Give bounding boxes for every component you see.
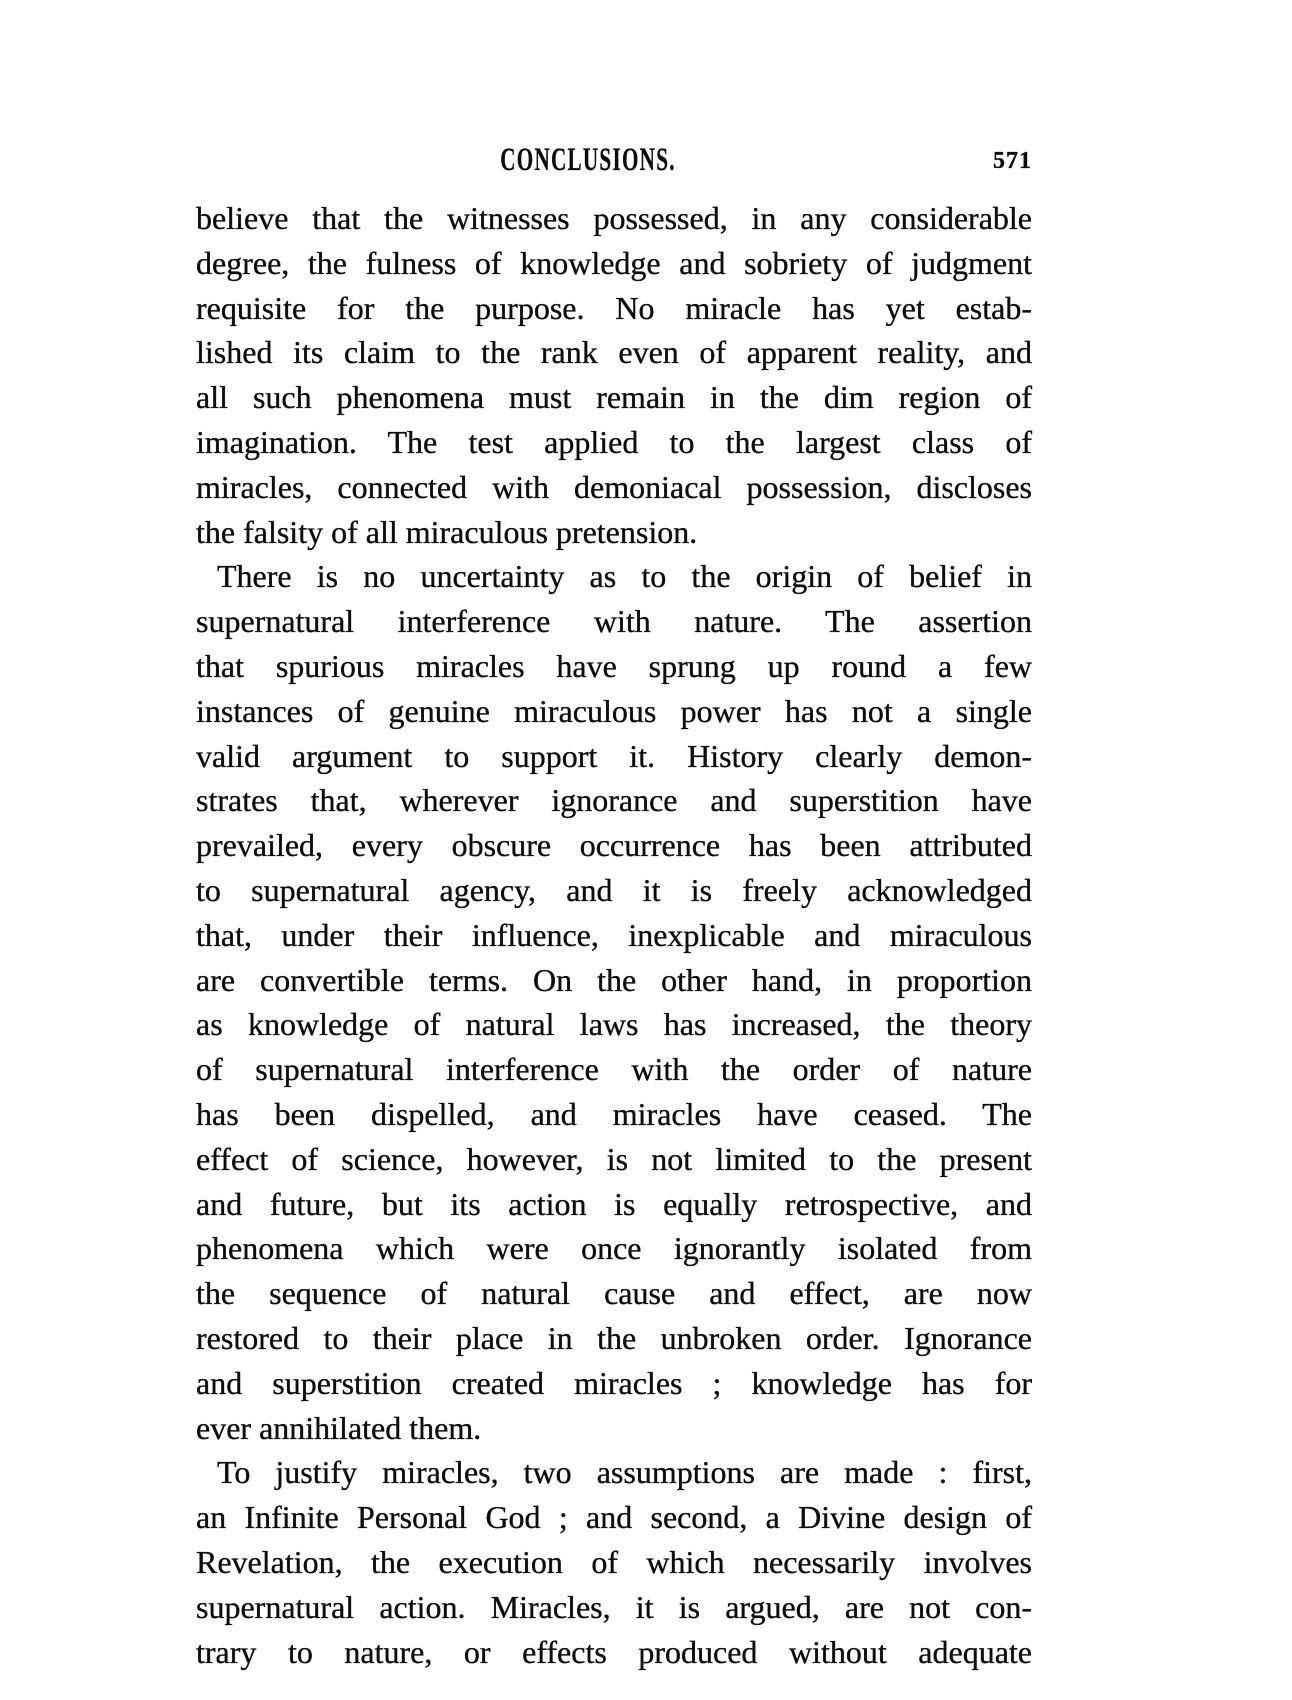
text-line: trary to nature, or effects produced without adequate bbox=[196, 1633, 1032, 1670]
paragraph bbox=[196, 554, 1032, 1450]
text-line: To justify miracles, two assumptions are made : first, bbox=[217, 1454, 1032, 1491]
text-line: instances of genuine miraculous power has not a single bbox=[196, 692, 1032, 729]
text-line: There is no uncertainty as to the origin of belief in bbox=[217, 558, 1032, 595]
text-line: that, under their influence, inexplicable and miraculous bbox=[196, 916, 1032, 953]
text-line: of supernatural interference with the order of nature bbox=[196, 1051, 1032, 1088]
text-line: restored to their place in the unbroken order. Ignorance bbox=[196, 1319, 1032, 1356]
text-line: ever annihilated them. bbox=[196, 1409, 482, 1446]
paragraph bbox=[196, 1450, 1032, 1674]
text-line: effect of science, however, is not limited to the present bbox=[196, 1140, 1032, 1177]
text-line: believe that the witnesses possessed, in any considerable bbox=[196, 200, 1032, 236]
text-line: has been dispelled, and miracles have ceased. The bbox=[196, 1095, 1032, 1132]
text-line: imagination. The test applied to the largest class of bbox=[196, 423, 1032, 460]
text-line: strates that, wherever ignorance and superstition have bbox=[196, 782, 1032, 819]
text-line: the sequence of natural cause and effect, are now bbox=[196, 1275, 1032, 1312]
text-line: that spurious miracles have sprung up round a few bbox=[196, 647, 1032, 684]
text-line: prevailed, every obscure occurrence has been attributed bbox=[196, 827, 1032, 864]
text-column bbox=[196, 0, 1032, 1700]
paragraph bbox=[196, 196, 1032, 554]
text-line: all such phenomena must remain in the dim region of bbox=[196, 379, 1032, 416]
text-line: lished its claim to the rank even of apparent reality, and bbox=[196, 334, 1032, 371]
text-line: are convertible terms. On the other hand, in proportion bbox=[196, 961, 1032, 998]
text-line: and future, but its action is equally retrospective, and bbox=[196, 1185, 1032, 1222]
text-line: supernatural action. Miracles, it is argued, are not con- bbox=[196, 1588, 1032, 1625]
page-title: CONCLUSIONS. bbox=[500, 142, 676, 178]
text-line: miracles, connected with demoniacal possession, discloses bbox=[196, 468, 1032, 505]
text-line: to supernatural agency, and it is freely acknowledged bbox=[196, 871, 1032, 908]
running-header bbox=[196, 140, 1032, 182]
text-line: phenomena which were once ignorantly isolated from bbox=[196, 1230, 1032, 1267]
text-line: an Infinite Personal God ; and second, a Divine design of bbox=[196, 1499, 1032, 1536]
body-text bbox=[196, 196, 1032, 1674]
text-line: as knowledge of natural laws has increased, the theory bbox=[196, 1006, 1032, 1043]
text-line: and superstition created miracles ; knowledge has for bbox=[196, 1364, 1032, 1401]
text-line: degree, the fulness of knowledge and sobriety of judgment bbox=[196, 244, 1032, 281]
text-line: supernatural interference with nature. The assertion bbox=[196, 603, 1032, 640]
text-line: the falsity of all miraculous pretension. bbox=[196, 513, 698, 550]
text-line: Revelation, the execution of which necessarily involves bbox=[196, 1543, 1032, 1580]
text-line: valid argument to support it. History clearly demon- bbox=[196, 737, 1032, 774]
page-number: 571 bbox=[993, 148, 1032, 174]
text-line: requisite for the purpose. No miracle has yet estab- bbox=[196, 289, 1032, 326]
